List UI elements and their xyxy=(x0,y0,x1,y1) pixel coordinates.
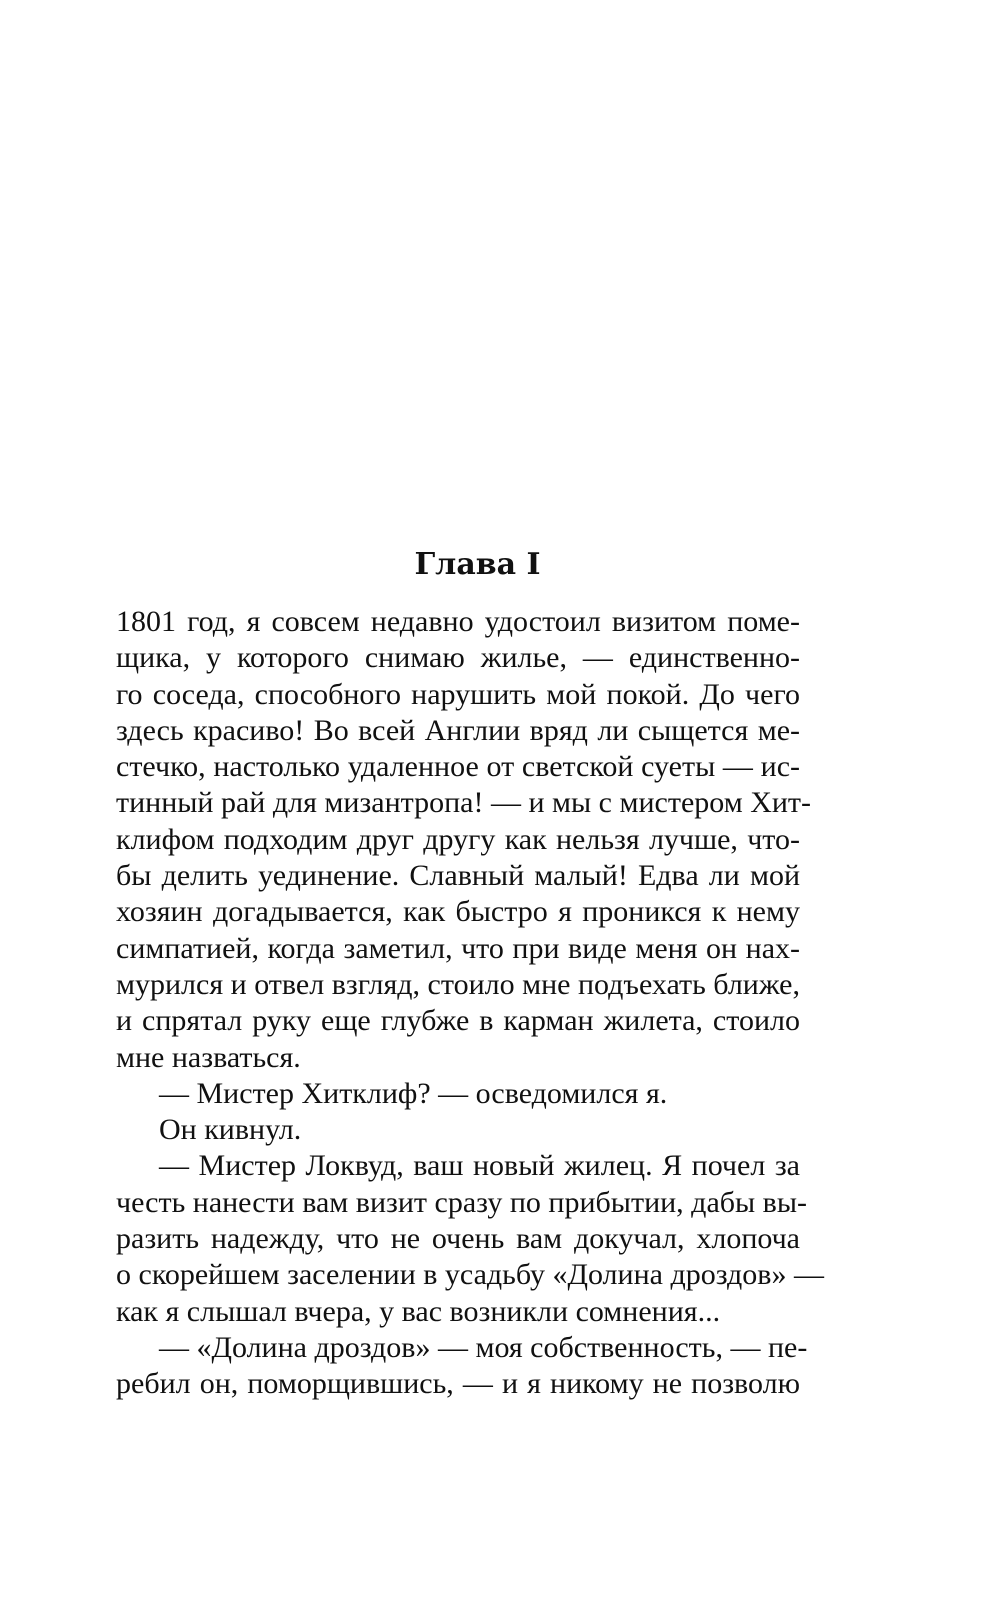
chapter-body xyxy=(116,604,824,1403)
text-line: разить надежду, что не очень вам докучал, хлопоча xyxy=(116,1222,800,1256)
text-line: честь нанести вам визит сразу по прибытии, дабы вы- xyxy=(116,1185,807,1219)
text-line: го соседа, способного нарушить мой покой. До чего xyxy=(116,677,800,711)
dialogue-line: — Мистер Локвуд, ваш новый жилец. Я почел за xyxy=(159,1149,800,1183)
text-line: как я слышал вчера, у вас возникли сомнения... xyxy=(116,1294,721,1328)
chapter-title: Глава I xyxy=(414,547,541,582)
text-line: и спрятал руку еще глубже в карман жилета, стоило xyxy=(116,1004,800,1038)
text-line: тинный рай для мизантропа! — и мы с мистером Хит- xyxy=(116,786,812,820)
text-line: ребил он, поморщившись, — и я никому не позволю xyxy=(116,1367,800,1401)
dialogue-line: — Мистер Хитклиф? — осведомился я. xyxy=(159,1076,668,1110)
dialogue-line: — «Долина дроздов» — моя собственность, — пе- xyxy=(159,1330,808,1364)
text-line: мне назваться. xyxy=(116,1040,301,1074)
text-line: 1801 год, я совсем недавно удостоил визитом поме- xyxy=(116,605,800,638)
text-line: стечко, настолько удаленное от светской суеты — ис- xyxy=(116,750,800,784)
text-line: бы делить уединение. Славный малый! Едва ли мой xyxy=(116,859,800,893)
text-line: хозяин догадывается, как быстро я проникся к нему xyxy=(116,895,800,929)
text-line: Он кивнул. xyxy=(159,1113,302,1147)
text-line: щика, у которого снимаю жилье, — единственно- xyxy=(116,641,800,675)
text-line: симпатией, когда заметил, что при виде меня он нах- xyxy=(116,931,800,965)
text-line: мурился и отвел взгляд, стоило мне подъехать ближе, xyxy=(116,967,800,1001)
text-line: о скорейшем заселении в усадьбу «Долина дроздов» — xyxy=(116,1258,824,1292)
text-line: клифом подходим друг другу как нельзя лучше, что- xyxy=(116,822,800,856)
text-line: здесь красиво! Во всей Англии вряд ли сыщется ме- xyxy=(116,713,800,747)
